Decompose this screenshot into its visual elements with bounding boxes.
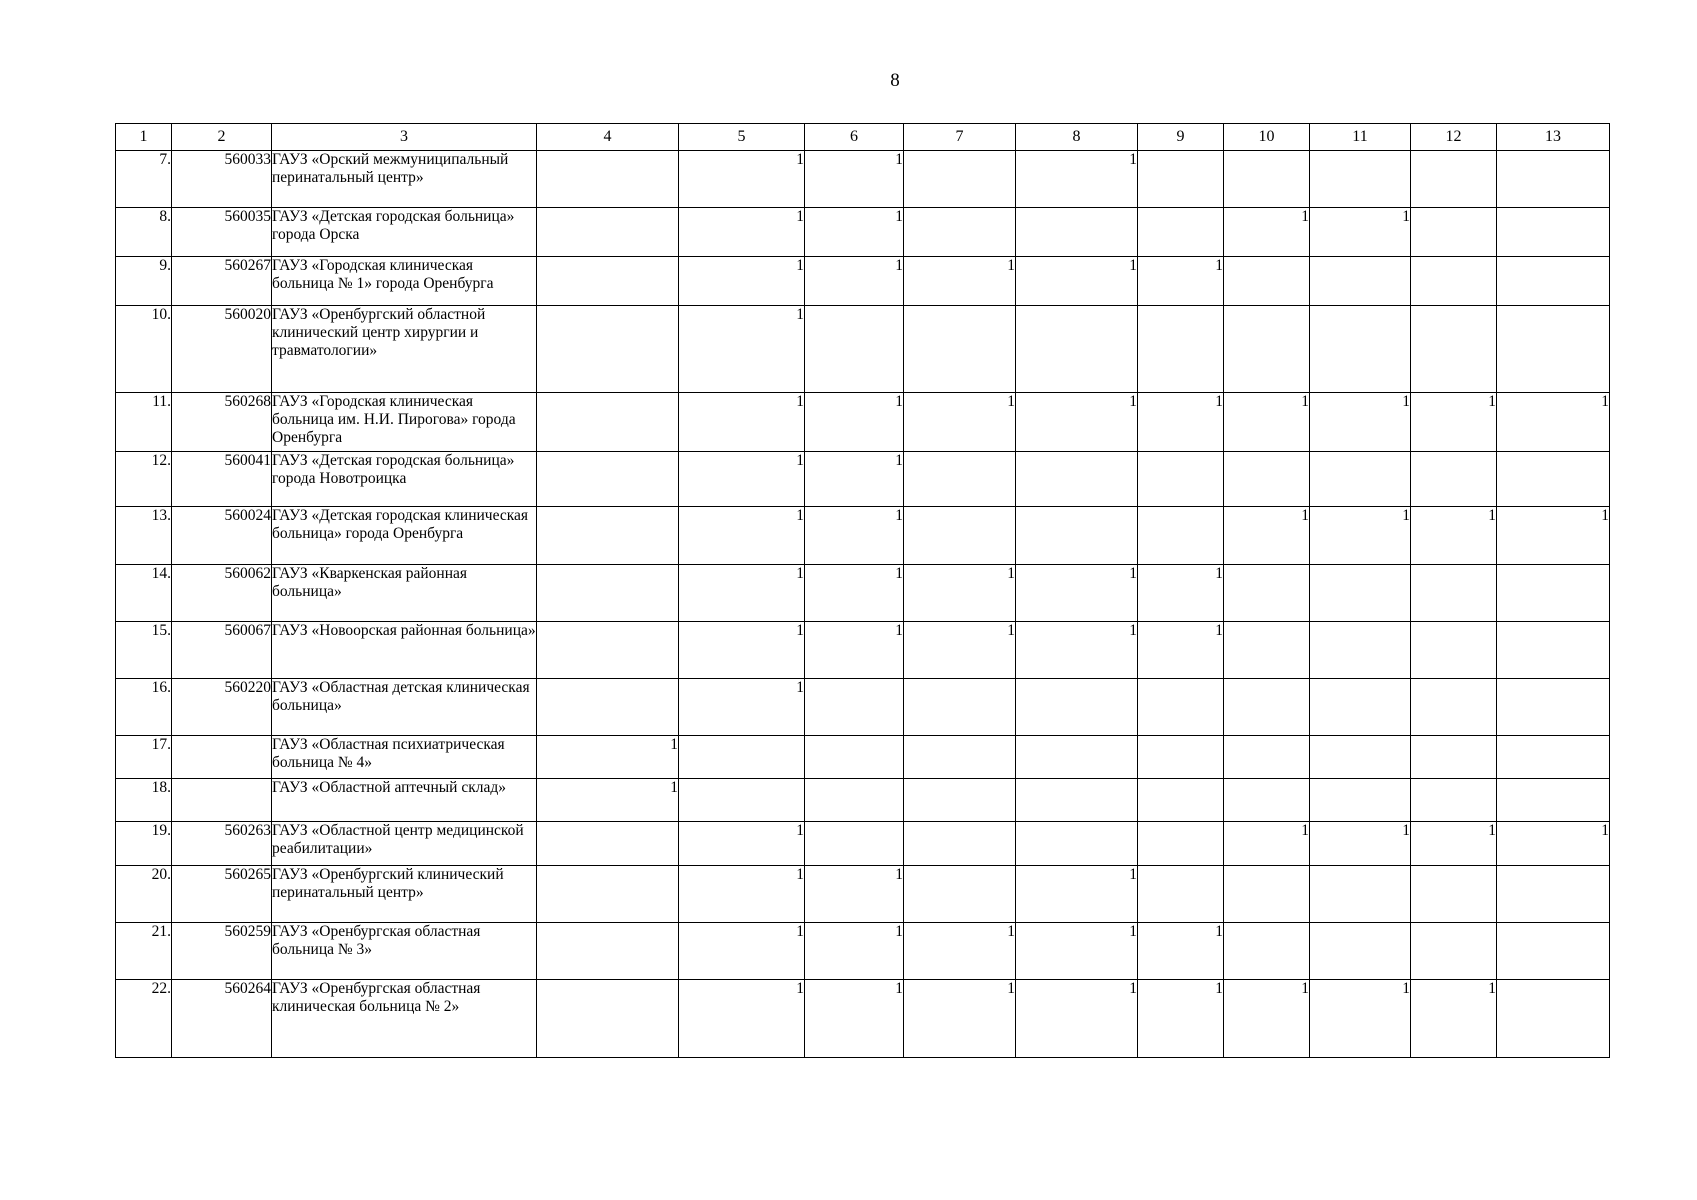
- row-number-cell: 12.: [116, 452, 172, 507]
- value-cell-9: 1: [1138, 980, 1224, 1058]
- value-cell-8: 1: [1016, 393, 1138, 452]
- value-cell-6: [805, 822, 904, 866]
- facility-code-cell: [172, 779, 272, 822]
- value-cell-5: 1: [679, 257, 805, 306]
- value-cell-6: [805, 306, 904, 393]
- value-cell-10: 1: [1224, 822, 1310, 866]
- column-header: 11: [1310, 124, 1411, 151]
- value-cell-10: 1: [1224, 208, 1310, 257]
- facility-name-cell: ГАУЗ «Областной аптечный склад»: [272, 779, 537, 822]
- value-cell-13: [1497, 866, 1610, 923]
- value-cell-4: [537, 923, 679, 980]
- value-cell-6: 1: [805, 565, 904, 622]
- value-cell-6: [805, 736, 904, 779]
- value-cell-12: 1: [1411, 507, 1497, 565]
- value-cell-12: [1411, 208, 1497, 257]
- value-cell-9: [1138, 779, 1224, 822]
- value-cell-8: [1016, 779, 1138, 822]
- facility-name-cell: ГАУЗ «Областная детская клиническая больница»: [272, 679, 537, 736]
- value-cell-9: [1138, 507, 1224, 565]
- value-cell-4: [537, 622, 679, 679]
- value-cell-4: [537, 866, 679, 923]
- value-cell-13: 1: [1497, 393, 1610, 452]
- value-cell-12: [1411, 565, 1497, 622]
- value-cell-7: 1: [904, 393, 1016, 452]
- value-cell-5: 1: [679, 679, 805, 736]
- value-cell-7: [904, 822, 1016, 866]
- value-cell-9: [1138, 679, 1224, 736]
- value-cell-9: 1: [1138, 393, 1224, 452]
- value-cell-9: [1138, 452, 1224, 507]
- table-row: [116, 452, 1610, 507]
- value-cell-11: 1: [1310, 393, 1411, 452]
- value-cell-13: [1497, 736, 1610, 779]
- facility-name-cell: ГАУЗ «Кваркенская районная больница»: [272, 565, 537, 622]
- facility-name-cell: ГАУЗ «Городская клиническая больница им. Н.И. Пирогова» города Оренбурга: [272, 393, 537, 452]
- value-cell-4: [537, 306, 679, 393]
- facility-code-cell: 560267: [172, 257, 272, 306]
- value-cell-8: 1: [1016, 151, 1138, 208]
- value-cell-8: [1016, 736, 1138, 779]
- facility-name-cell: ГАУЗ «Городская клиническая больница № 1» города Оренбурга: [272, 257, 537, 306]
- table-row: [116, 736, 1610, 779]
- value-cell-10: [1224, 679, 1310, 736]
- value-cell-5: 1: [679, 393, 805, 452]
- facility-code-cell: 560035: [172, 208, 272, 257]
- value-cell-10: [1224, 452, 1310, 507]
- column-header: 7: [904, 124, 1016, 151]
- value-cell-4: [537, 565, 679, 622]
- table-row: [116, 151, 1610, 208]
- value-cell-12: [1411, 452, 1497, 507]
- value-cell-13: [1497, 980, 1610, 1058]
- value-cell-5: 1: [679, 507, 805, 565]
- value-cell-4: 1: [537, 736, 679, 779]
- row-number-cell: 21.: [116, 923, 172, 980]
- table-row: [116, 565, 1610, 622]
- value-cell-7: 1: [904, 622, 1016, 679]
- value-cell-5: 1: [679, 565, 805, 622]
- facility-code-cell: 560263: [172, 822, 272, 866]
- value-cell-7: 1: [904, 257, 1016, 306]
- value-cell-11: 1: [1310, 507, 1411, 565]
- value-cell-10: [1224, 866, 1310, 923]
- value-cell-4: 1: [537, 779, 679, 822]
- value-cell-11: [1310, 151, 1411, 208]
- value-cell-8: [1016, 822, 1138, 866]
- value-cell-10: 1: [1224, 507, 1310, 565]
- column-header: 9: [1138, 124, 1224, 151]
- value-cell-9: 1: [1138, 257, 1224, 306]
- value-cell-4: [537, 208, 679, 257]
- table-row: [116, 980, 1610, 1058]
- row-number-cell: 7.: [116, 151, 172, 208]
- row-number-cell: 16.: [116, 679, 172, 736]
- value-cell-4: [537, 257, 679, 306]
- value-cell-10: 1: [1224, 393, 1310, 452]
- facility-code-cell: 560264: [172, 980, 272, 1058]
- value-cell-11: 1: [1310, 980, 1411, 1058]
- facility-code-cell: 560067: [172, 622, 272, 679]
- value-cell-4: [537, 393, 679, 452]
- column-header: 2: [172, 124, 272, 151]
- column-header: 3: [272, 124, 537, 151]
- value-cell-5: 1: [679, 980, 805, 1058]
- value-cell-8: [1016, 452, 1138, 507]
- value-cell-7: [904, 679, 1016, 736]
- column-header: 8: [1016, 124, 1138, 151]
- value-cell-9: 1: [1138, 923, 1224, 980]
- value-cell-5: 1: [679, 151, 805, 208]
- value-cell-7: 1: [904, 923, 1016, 980]
- value-cell-13: 1: [1497, 822, 1610, 866]
- value-cell-10: [1224, 257, 1310, 306]
- value-cell-11: [1310, 736, 1411, 779]
- value-cell-5: 1: [679, 822, 805, 866]
- value-cell-12: [1411, 866, 1497, 923]
- value-cell-11: [1310, 679, 1411, 736]
- table-row: [116, 208, 1610, 257]
- table-row: [116, 822, 1610, 866]
- value-cell-10: 1: [1224, 980, 1310, 1058]
- value-cell-10: [1224, 779, 1310, 822]
- value-cell-7: [904, 736, 1016, 779]
- value-cell-11: [1310, 565, 1411, 622]
- value-cell-6: 1: [805, 866, 904, 923]
- value-cell-7: [904, 306, 1016, 393]
- column-header: 12: [1411, 124, 1497, 151]
- value-cell-9: [1138, 866, 1224, 923]
- row-number-cell: 18.: [116, 779, 172, 822]
- facility-code-cell: 560020: [172, 306, 272, 393]
- facility-name-cell: ГАУЗ «Оренбургский клинический перинатальный центр»: [272, 866, 537, 923]
- table-row: [116, 779, 1610, 822]
- value-cell-4: [537, 679, 679, 736]
- value-cell-12: 1: [1411, 980, 1497, 1058]
- institutions-table: [115, 123, 1610, 1058]
- table-row: [116, 393, 1610, 452]
- value-cell-8: 1: [1016, 866, 1138, 923]
- column-header: 4: [537, 124, 679, 151]
- facility-code-cell: 560265: [172, 866, 272, 923]
- value-cell-9: 1: [1138, 622, 1224, 679]
- value-cell-6: 1: [805, 452, 904, 507]
- facility-code-cell: 560033: [172, 151, 272, 208]
- facility-name-cell: ГАУЗ «Оренбургский областной клинический центр хирургии и травматологии»: [272, 306, 537, 393]
- value-cell-7: [904, 452, 1016, 507]
- page-number: 8: [890, 70, 900, 91]
- value-cell-8: [1016, 306, 1138, 393]
- value-cell-5: [679, 779, 805, 822]
- value-cell-11: 1: [1310, 208, 1411, 257]
- facility-code-cell: 560268: [172, 393, 272, 452]
- column-header: 10: [1224, 124, 1310, 151]
- facility-code-cell: 560259: [172, 923, 272, 980]
- column-header: 1: [116, 124, 172, 151]
- value-cell-12: [1411, 151, 1497, 208]
- table-row: [116, 257, 1610, 306]
- value-cell-13: [1497, 923, 1610, 980]
- value-cell-11: [1310, 779, 1411, 822]
- value-cell-4: [537, 822, 679, 866]
- value-cell-7: 1: [904, 565, 1016, 622]
- table-body: [116, 151, 1610, 1058]
- value-cell-8: 1: [1016, 565, 1138, 622]
- value-cell-7: 1: [904, 980, 1016, 1058]
- facility-name-cell: ГАУЗ «Детская городская больница» города Орска: [272, 208, 537, 257]
- value-cell-12: [1411, 779, 1497, 822]
- facility-name-cell: ГАУЗ «Орский межмуниципальный перинатальный центр»: [272, 151, 537, 208]
- row-number-cell: 11.: [116, 393, 172, 452]
- row-number-cell: 20.: [116, 866, 172, 923]
- value-cell-13: 1: [1497, 507, 1610, 565]
- value-cell-9: [1138, 736, 1224, 779]
- value-cell-8: [1016, 507, 1138, 565]
- value-cell-5: 1: [679, 208, 805, 257]
- value-cell-5: [679, 736, 805, 779]
- facility-name-cell: ГАУЗ «Новоорская районная больница»: [272, 622, 537, 679]
- value-cell-4: [537, 151, 679, 208]
- value-cell-12: [1411, 923, 1497, 980]
- value-cell-12: [1411, 306, 1497, 393]
- value-cell-8: [1016, 679, 1138, 736]
- value-cell-4: [537, 507, 679, 565]
- value-cell-12: [1411, 257, 1497, 306]
- value-cell-13: [1497, 306, 1610, 393]
- value-cell-10: [1224, 736, 1310, 779]
- facility-name-cell: ГАУЗ «Областной центр медицинской реабилитации»: [272, 822, 537, 866]
- value-cell-13: [1497, 565, 1610, 622]
- value-cell-6: 1: [805, 208, 904, 257]
- table-row: [116, 622, 1610, 679]
- value-cell-12: [1411, 622, 1497, 679]
- value-cell-6: 1: [805, 507, 904, 565]
- value-cell-12: [1411, 736, 1497, 779]
- column-header: 13: [1497, 124, 1610, 151]
- value-cell-5: 1: [679, 923, 805, 980]
- value-cell-6: 1: [805, 980, 904, 1058]
- value-cell-6: [805, 679, 904, 736]
- value-cell-11: [1310, 866, 1411, 923]
- table-row: [116, 866, 1610, 923]
- facility-name-cell: ГАУЗ «Детская городская больница» города Новотроицка: [272, 452, 537, 507]
- row-number-cell: 13.: [116, 507, 172, 565]
- row-number-cell: 19.: [116, 822, 172, 866]
- value-cell-8: 1: [1016, 980, 1138, 1058]
- facility-name-cell: ГАУЗ «Оренбургская областная клиническая больница № 2»: [272, 980, 537, 1058]
- value-cell-11: [1310, 257, 1411, 306]
- value-cell-13: [1497, 151, 1610, 208]
- row-number-cell: 14.: [116, 565, 172, 622]
- value-cell-13: [1497, 779, 1610, 822]
- value-cell-7: [904, 208, 1016, 257]
- table-row: [116, 679, 1610, 736]
- value-cell-9: [1138, 151, 1224, 208]
- value-cell-12: 1: [1411, 393, 1497, 452]
- value-cell-10: [1224, 151, 1310, 208]
- value-cell-6: 1: [805, 257, 904, 306]
- facility-code-cell: 560024: [172, 507, 272, 565]
- column-header: 6: [805, 124, 904, 151]
- value-cell-12: [1411, 679, 1497, 736]
- value-cell-6: 1: [805, 622, 904, 679]
- value-cell-7: [904, 779, 1016, 822]
- value-cell-7: [904, 507, 1016, 565]
- value-cell-13: [1497, 679, 1610, 736]
- value-cell-8: 1: [1016, 622, 1138, 679]
- value-cell-9: [1138, 822, 1224, 866]
- table-row: [116, 306, 1610, 393]
- value-cell-11: [1310, 923, 1411, 980]
- value-cell-13: [1497, 257, 1610, 306]
- facility-code-cell: 560220: [172, 679, 272, 736]
- value-cell-8: 1: [1016, 257, 1138, 306]
- column-header: 5: [679, 124, 805, 151]
- row-number-cell: 22.: [116, 980, 172, 1058]
- table-row: [116, 923, 1610, 980]
- value-cell-4: [537, 452, 679, 507]
- value-cell-9: [1138, 306, 1224, 393]
- facility-name-cell: ГАУЗ «Оренбургская областная больница № 3»: [272, 923, 537, 980]
- value-cell-7: [904, 866, 1016, 923]
- value-cell-6: 1: [805, 923, 904, 980]
- value-cell-4: [537, 980, 679, 1058]
- value-cell-6: 1: [805, 151, 904, 208]
- value-cell-13: [1497, 622, 1610, 679]
- value-cell-13: [1497, 452, 1610, 507]
- row-number-cell: 9.: [116, 257, 172, 306]
- row-number-cell: 15.: [116, 622, 172, 679]
- value-cell-11: [1310, 622, 1411, 679]
- value-cell-6: [805, 779, 904, 822]
- row-number-cell: 10.: [116, 306, 172, 393]
- value-cell-8: 1: [1016, 923, 1138, 980]
- facility-code-cell: [172, 736, 272, 779]
- value-cell-11: 1: [1310, 822, 1411, 866]
- value-cell-11: [1310, 306, 1411, 393]
- facility-code-cell: 560041: [172, 452, 272, 507]
- value-cell-10: [1224, 923, 1310, 980]
- value-cell-6: 1: [805, 393, 904, 452]
- value-cell-5: 1: [679, 622, 805, 679]
- value-cell-10: [1224, 622, 1310, 679]
- value-cell-7: [904, 151, 1016, 208]
- value-cell-10: [1224, 306, 1310, 393]
- value-cell-11: [1310, 452, 1411, 507]
- value-cell-13: [1497, 208, 1610, 257]
- value-cell-10: [1224, 565, 1310, 622]
- row-number-cell: 8.: [116, 208, 172, 257]
- value-cell-8: [1016, 208, 1138, 257]
- value-cell-5: 1: [679, 452, 805, 507]
- value-cell-5: 1: [679, 866, 805, 923]
- header-row: [116, 124, 1610, 151]
- facility-code-cell: 560062: [172, 565, 272, 622]
- facility-name-cell: ГАУЗ «Детская городская клиническая больница» города Оренбурга: [272, 507, 537, 565]
- value-cell-9: [1138, 208, 1224, 257]
- value-cell-12: 1: [1411, 822, 1497, 866]
- table-row: [116, 507, 1610, 565]
- facility-name-cell: ГАУЗ «Областная психиатрическая больница № 4»: [272, 736, 537, 779]
- value-cell-5: 1: [679, 306, 805, 393]
- row-number-cell: 17.: [116, 736, 172, 779]
- value-cell-9: 1: [1138, 565, 1224, 622]
